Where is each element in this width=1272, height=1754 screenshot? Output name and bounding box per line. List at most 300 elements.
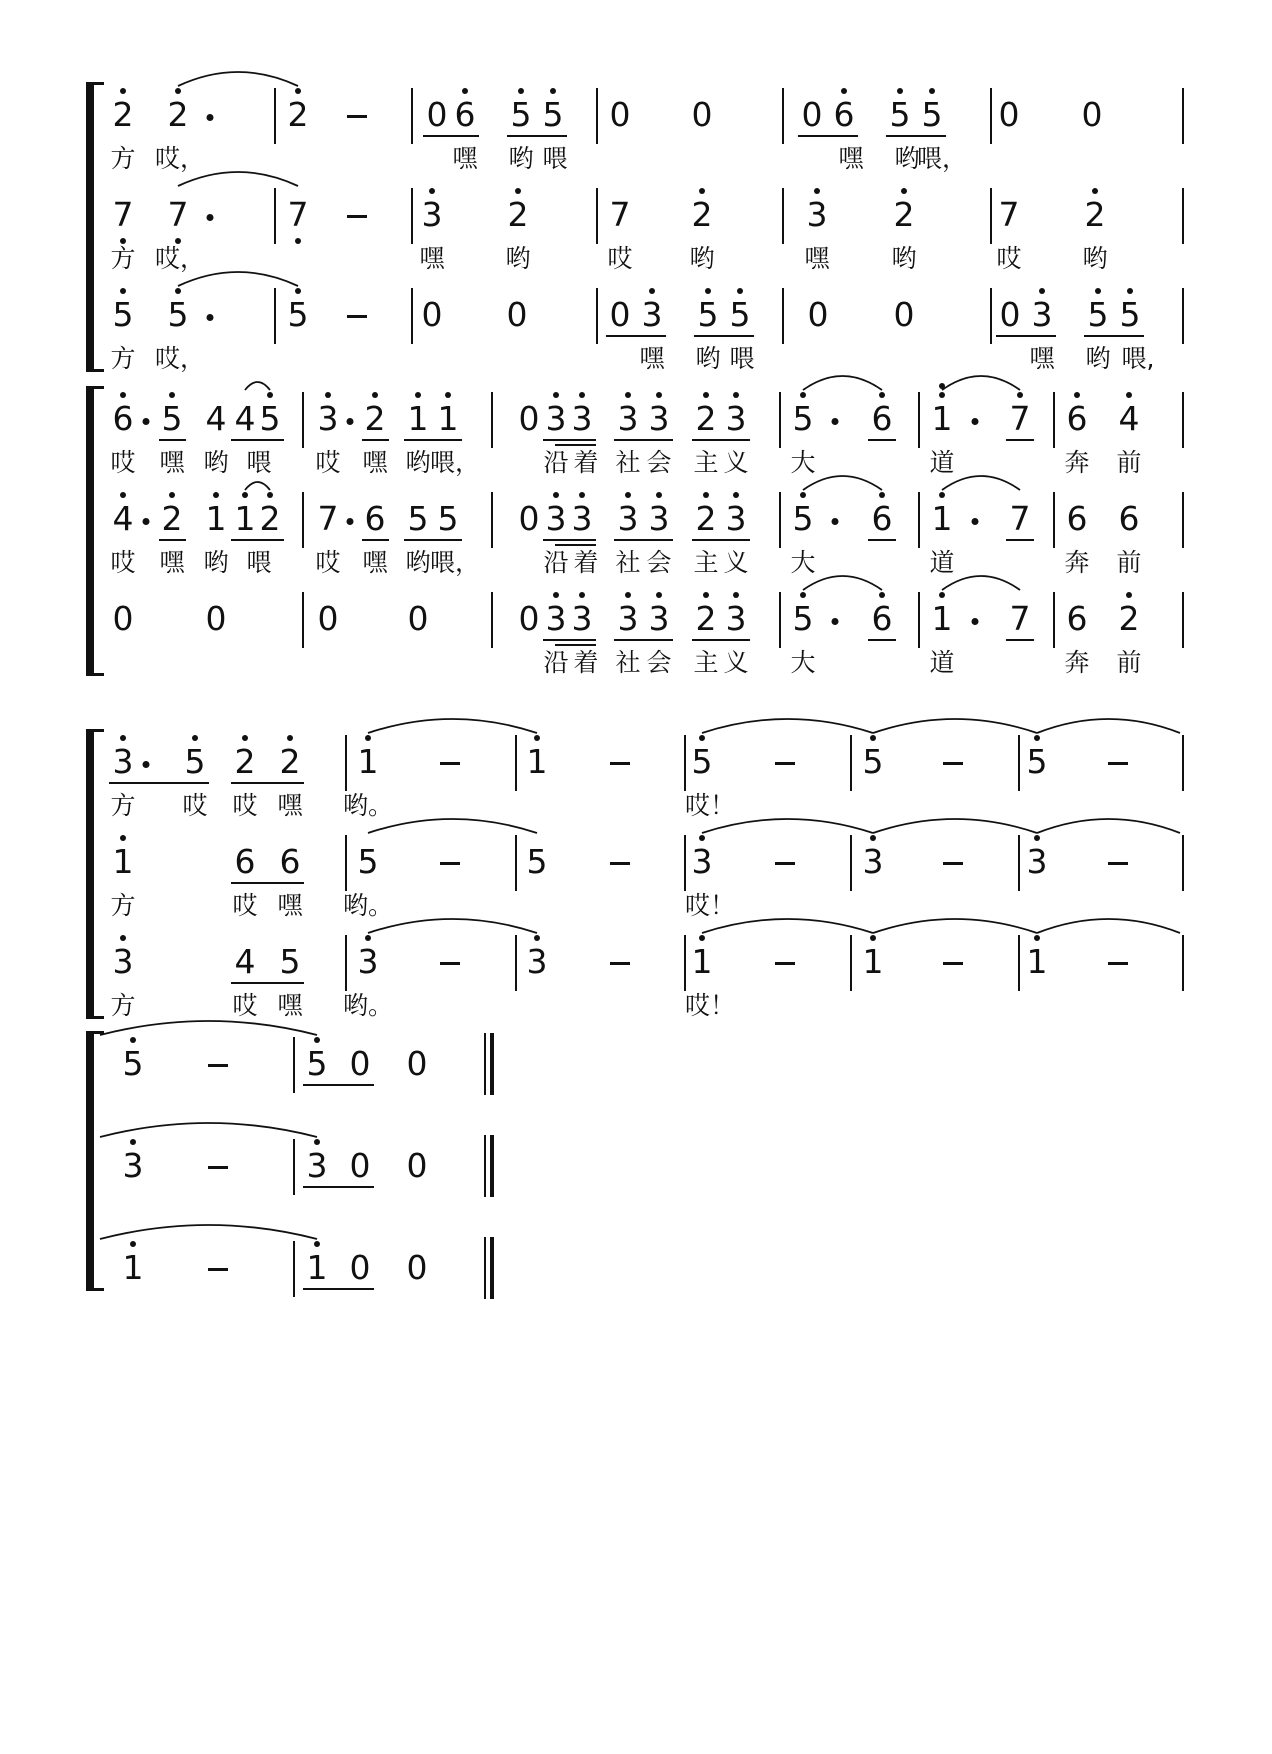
jianpu-note: 5 [921, 95, 943, 134]
jianpu-note: 4 [234, 942, 256, 981]
jianpu-note: 0 [406, 1146, 428, 1185]
underline-beam [303, 1186, 374, 1188]
barline [1018, 935, 1020, 991]
barline [515, 835, 517, 891]
high-octave-dot [699, 835, 705, 841]
lyric-syllable: 嘿 [419, 244, 445, 273]
high-octave-dot [175, 88, 181, 94]
jianpu-note: 6 [871, 599, 893, 638]
jianpu-note: 0 [801, 95, 823, 134]
jianpu-note: 5 [437, 499, 459, 538]
high-octave-dot [120, 88, 126, 94]
lyric-syllable: 哟 [689, 244, 715, 273]
barline [990, 88, 992, 144]
jianpu-note: 7 [1009, 599, 1031, 638]
low-octave-dot [295, 238, 301, 244]
jianpu-note: 1 [234, 499, 256, 538]
jianpu-note: 6 [234, 842, 256, 881]
lyric-syllable: 哎 [182, 791, 208, 820]
bracket-bottom-hook [86, 673, 104, 676]
bracket-top-hook [86, 386, 104, 389]
lyric-syllable: 道 [929, 448, 955, 477]
barline [274, 88, 276, 144]
jianpu-note: 1 [931, 399, 953, 438]
lyric-syllable: 嘿 [639, 344, 665, 373]
jianpu-note: 2 [893, 195, 915, 234]
system-bracket [86, 731, 94, 1018]
jianpu-note: 3 [526, 942, 548, 981]
lyric-syllable: 哟 [203, 548, 229, 577]
jianpu-note: 5 [510, 95, 532, 134]
lyric-syllable: 道 [929, 648, 955, 677]
high-octave-dot [415, 392, 421, 398]
lyric-syllable: 义 [723, 548, 749, 577]
bracket-bottom-hook [86, 369, 104, 372]
barline [302, 592, 304, 648]
lyric-syllable: 主 [693, 448, 719, 477]
lyric-syllable: 嘿 [1029, 344, 1055, 373]
high-octave-dot [295, 288, 301, 294]
jianpu-note: 6 [871, 399, 893, 438]
high-octave-dot [901, 188, 907, 194]
lyric-syllable: 哟。 [342, 891, 394, 920]
lyric-syllable: 哎 [232, 991, 258, 1020]
jianpu-note: 5 [691, 742, 713, 781]
lyric-syllable: 哟 [695, 344, 721, 373]
dash-extension [775, 762, 795, 765]
jianpu-note: 5 [792, 499, 814, 538]
underline-beam [996, 335, 1056, 337]
underline-beam [543, 539, 596, 541]
jianpu-note: 1 [122, 1248, 144, 1287]
lyric-syllable: 哎， [154, 344, 206, 373]
lyric-syllable: 方 [110, 891, 136, 920]
high-octave-dot [800, 392, 806, 398]
slur [801, 374, 884, 392]
augmentation-dot [347, 418, 354, 425]
underline-beam [798, 135, 858, 137]
high-octave-dot [733, 492, 739, 498]
barline [1182, 735, 1184, 791]
lyric-syllable: 哟 [891, 244, 917, 273]
jianpu-note: 2 [259, 499, 281, 538]
jianpu-note: 0 [518, 499, 540, 538]
lyric-syllable: 喂 [542, 144, 568, 173]
barline [411, 188, 413, 244]
barline [1018, 835, 1020, 891]
high-octave-dot [120, 392, 126, 398]
jianpu-note: 1 [306, 1248, 328, 1287]
jianpu-note: 5 [889, 95, 911, 134]
lyric-syllable: 喂， [429, 548, 481, 577]
lyric-syllable: 喂， [429, 448, 481, 477]
lyric-syllable: 沿 [543, 648, 569, 677]
jianpu-note: 2 [691, 195, 713, 234]
dash-extension [347, 315, 367, 318]
underline-beam [159, 539, 186, 541]
high-octave-dot [800, 492, 806, 498]
lyric-syllable: 社 [615, 448, 641, 477]
barline [782, 288, 784, 344]
lyric-syllable: 哎 [110, 548, 136, 577]
jianpu-note: 0 [506, 295, 528, 334]
jianpu-note: 7 [112, 195, 134, 234]
lyric-syllable: 哟 [405, 448, 431, 477]
barline [1018, 735, 1020, 791]
lyric-syllable: 着 [573, 448, 599, 477]
high-octave-dot [737, 288, 743, 294]
lyric-syllable: 前 [1116, 648, 1142, 677]
high-octave-dot [1126, 592, 1132, 598]
lyric-syllable: 奔 [1064, 548, 1090, 577]
jianpu-note: 0 [609, 95, 631, 134]
high-octave-dot [213, 492, 219, 498]
barline [1053, 492, 1055, 548]
high-octave-dot [699, 735, 705, 741]
high-octave-dot [314, 1241, 320, 1247]
jianpu-note: 2 [695, 399, 717, 438]
jianpu-note: 2 [364, 399, 386, 438]
bracket-top-hook [86, 82, 104, 85]
jianpu-note: 5 [161, 399, 183, 438]
lyric-syllable: 嘿 [277, 891, 303, 920]
lyric-syllable: 嘿 [838, 144, 864, 173]
high-octave-dot [939, 383, 945, 389]
slur [871, 717, 1039, 735]
jianpu-note: 0 [807, 295, 829, 334]
lyric-syllable: 主 [693, 648, 719, 677]
lyric-syllable: 嘿 [277, 791, 303, 820]
high-octave-dot [314, 1037, 320, 1043]
augmentation-dot [972, 618, 979, 625]
jianpu-note: 6 [1066, 399, 1088, 438]
jianpu-note: 6 [871, 499, 893, 538]
high-octave-dot [939, 392, 945, 398]
augmentation-dot [207, 214, 214, 221]
high-octave-dot [800, 592, 806, 598]
high-octave-dot [120, 492, 126, 498]
barline [1053, 592, 1055, 648]
high-octave-dot [365, 935, 371, 941]
lyric-syllable: 方 [110, 991, 136, 1020]
high-octave-dot [1095, 288, 1101, 294]
high-octave-dot [175, 288, 181, 294]
underline-beam [507, 135, 567, 137]
jianpu-note: 5 [279, 942, 301, 981]
underline-beam [231, 982, 304, 984]
slur [243, 380, 272, 392]
jianpu-note: 7 [998, 195, 1020, 234]
lyric-syllable: 哟 [203, 448, 229, 477]
jianpu-note: 5 [697, 295, 719, 334]
jianpu-note: 4 [112, 499, 134, 538]
underline-beam [404, 439, 462, 441]
jianpu-note: 0 [518, 599, 540, 638]
high-octave-dot [287, 735, 293, 741]
jianpu-note: 2 [695, 599, 717, 638]
jianpu-note: 3 [617, 499, 639, 538]
jianpu-note: 1 [205, 499, 227, 538]
high-octave-dot [169, 392, 175, 398]
jianpu-note: 6 [1066, 499, 1088, 538]
jianpu-note: 3 [648, 599, 670, 638]
jianpu-note: 6 [112, 399, 134, 438]
high-octave-dot [534, 735, 540, 741]
barline [302, 392, 304, 448]
barline [596, 188, 598, 244]
jianpu-note: 0 [426, 95, 448, 134]
augmentation-dot [972, 418, 979, 425]
high-octave-dot [1034, 835, 1040, 841]
jianpu-note: 5 [167, 295, 189, 334]
lyric-syllable: 嘿 [452, 144, 478, 173]
barline [1182, 188, 1184, 244]
jianpu-note: 3 [862, 842, 884, 881]
high-octave-dot [1017, 392, 1023, 398]
high-octave-dot [579, 392, 585, 398]
jianpu-note: 3 [806, 195, 828, 234]
jianpu-note: 5 [259, 399, 281, 438]
underline-beam [868, 539, 896, 541]
dash-extension [775, 962, 795, 965]
high-octave-dot [870, 835, 876, 841]
lyric-syllable: 会 [646, 548, 672, 577]
lyric-syllable: 义 [723, 448, 749, 477]
jianpu-note: 3 [725, 599, 747, 638]
barline [918, 592, 920, 648]
high-octave-dot [656, 492, 662, 498]
dash-extension [208, 1064, 228, 1067]
jianpu-note: 2 [161, 499, 183, 538]
lyric-syllable: 喂， [916, 144, 968, 173]
jianpu-note: 1 [1026, 942, 1048, 981]
lyric-syllable: 大 [790, 548, 816, 577]
slur [176, 70, 300, 88]
high-octave-dot [169, 492, 175, 498]
high-octave-dot [534, 935, 540, 941]
barline [779, 592, 781, 648]
jianpu-note: 0 [998, 95, 1020, 134]
slur [1035, 917, 1182, 935]
jianpu-note: 0 [349, 1146, 371, 1185]
dash-extension [440, 962, 460, 965]
jianpu-note: 1 [931, 499, 953, 538]
barline [684, 835, 686, 891]
jianpu-note: 6 [279, 842, 301, 881]
jianpu-note: 7 [287, 195, 309, 234]
barline [1053, 392, 1055, 448]
underline-beam [231, 782, 304, 784]
underline-beam [423, 135, 479, 137]
high-octave-dot [120, 735, 126, 741]
high-octave-dot [939, 592, 945, 598]
barline [990, 288, 992, 344]
high-octave-dot [656, 392, 662, 398]
high-octave-dot [192, 735, 198, 741]
jianpu-note: 2 [234, 742, 256, 781]
high-octave-dot [1074, 392, 1080, 398]
final-barline-thin [484, 1033, 486, 1095]
high-octave-dot [518, 88, 524, 94]
high-octave-dot [705, 288, 711, 294]
underline-beam-second [555, 544, 596, 546]
high-octave-dot [130, 1139, 136, 1145]
slur [243, 480, 272, 492]
jianpu-note: 5 [729, 295, 751, 334]
lyric-syllable: 奔 [1064, 648, 1090, 677]
barline [293, 1037, 295, 1093]
jianpu-note: 7 [167, 195, 189, 234]
underline-beam-second [555, 444, 596, 446]
jianpu-note: 2 [1084, 195, 1106, 234]
high-octave-dot [841, 88, 847, 94]
high-octave-dot [445, 392, 451, 398]
lyric-syllable: 喂 [729, 344, 755, 373]
lyric-syllable: 前 [1116, 448, 1142, 477]
slur [366, 717, 539, 735]
dash-extension [208, 1166, 228, 1169]
augmentation-dot [972, 518, 979, 525]
jianpu-note: 5 [407, 499, 429, 538]
bracket-bottom-hook [86, 1288, 104, 1291]
final-barline-thick [490, 1135, 494, 1197]
jianpu-note: 7 [609, 195, 631, 234]
lyric-syllable: 哟。 [342, 991, 394, 1020]
jianpu-note: 0 [349, 1044, 371, 1083]
barline [850, 835, 852, 891]
barline [293, 1139, 295, 1195]
underline-beam [362, 439, 389, 441]
barline [1182, 592, 1184, 648]
jianpu-note: 1 [931, 599, 953, 638]
lyric-syllable: 哎 [607, 244, 633, 273]
lyric-syllable: 沿 [543, 448, 569, 477]
lyric-syllable: 会 [646, 648, 672, 677]
high-octave-dot [130, 1037, 136, 1043]
barline [850, 935, 852, 991]
lyric-syllable: 方 [110, 791, 136, 820]
bracket-bottom-hook [86, 1016, 104, 1019]
lyric-syllable: 哟 [505, 244, 531, 273]
high-octave-dot [553, 492, 559, 498]
barline [345, 735, 347, 791]
augmentation-dot [832, 418, 839, 425]
barline [293, 1241, 295, 1297]
underline-beam-second [555, 644, 596, 646]
jianpu-note: 0 [406, 1248, 428, 1287]
underline-beam [303, 1084, 374, 1086]
dash-extension [1108, 762, 1128, 765]
lyric-syllable: 嘿 [804, 244, 830, 273]
lyric-syllable: 哎 [315, 548, 341, 577]
barline [411, 88, 413, 144]
high-octave-dot [625, 592, 631, 598]
lyric-syllable: 哎 [110, 448, 136, 477]
jianpu-note: 4 [205, 399, 227, 438]
lyric-syllable: 哎 [232, 791, 258, 820]
lyric-syllable: 方 [110, 244, 136, 273]
jianpu-note: 3 [617, 599, 639, 638]
lyric-syllable: 嘿 [277, 991, 303, 1020]
lyric-syllable: 哎， [154, 144, 206, 173]
jianpu-note: 1 [862, 942, 884, 981]
lyric-syllable: 哟。 [342, 791, 394, 820]
jianpu-note: 6 [1066, 599, 1088, 638]
lyric-syllable: 哟 [1085, 344, 1111, 373]
jianpu-note: 3 [545, 399, 567, 438]
lyric-syllable: 方 [110, 344, 136, 373]
high-octave-dot [120, 288, 126, 294]
lyric-syllable: 奔 [1064, 448, 1090, 477]
barline [1182, 288, 1184, 344]
jianpu-note: 3 [648, 499, 670, 538]
high-octave-dot [733, 592, 739, 598]
high-octave-dot [120, 835, 126, 841]
high-octave-dot [703, 392, 709, 398]
lyric-syllable: 哟 [405, 548, 431, 577]
lyric-syllable: 哟 [508, 144, 534, 173]
slur [1035, 717, 1182, 735]
jianpu-note: 2 [507, 195, 529, 234]
watermark [1108, 1732, 1248, 1744]
jianpu-note: 3 [617, 399, 639, 438]
slur [98, 1019, 319, 1037]
jianpu-note: 3 [1026, 842, 1048, 881]
final-barline-thick [490, 1033, 494, 1095]
high-octave-dot [939, 492, 945, 498]
high-octave-dot [625, 492, 631, 498]
lyric-syllable: 喂 [246, 448, 272, 477]
barline [1182, 492, 1184, 548]
jianpu-note: 5 [357, 842, 379, 881]
jianpu-note: 1 [407, 399, 429, 438]
jianpu-note: 5 [1087, 295, 1109, 334]
jianpu-note: 0 [893, 295, 915, 334]
barline [274, 288, 276, 344]
lyric-syllable: 义 [723, 648, 749, 677]
high-octave-dot [553, 392, 559, 398]
barline [684, 935, 686, 991]
high-octave-dot [242, 735, 248, 741]
jianpu-note: 0 [999, 295, 1021, 334]
lyric-syllable: 着 [573, 548, 599, 577]
dash-extension [943, 762, 963, 765]
high-octave-dot [267, 492, 273, 498]
dash-extension [610, 862, 630, 865]
barline [1182, 835, 1184, 891]
lyric-syllable: 哎！ [684, 791, 736, 820]
high-octave-dot [1034, 935, 1040, 941]
lyric-syllable: 哎， [154, 244, 206, 273]
underline-beam [1006, 539, 1034, 541]
augmentation-dot [832, 518, 839, 525]
jianpu-note: 5 [792, 399, 814, 438]
final-barline-thin [484, 1237, 486, 1299]
jianpu-note: 3 [357, 942, 379, 981]
lyric-syllable: 嘿 [159, 448, 185, 477]
underline-beam [614, 439, 673, 441]
high-octave-dot [553, 592, 559, 598]
dash-extension [440, 762, 460, 765]
high-octave-dot [656, 592, 662, 598]
dash-extension [610, 962, 630, 965]
lyric-syllable: 哎 [232, 891, 258, 920]
dash-extension [1108, 962, 1128, 965]
slur [940, 374, 1022, 392]
underline-beam [159, 439, 186, 441]
lyric-syllable: 喂, [1121, 344, 1155, 373]
barline [1182, 935, 1184, 991]
